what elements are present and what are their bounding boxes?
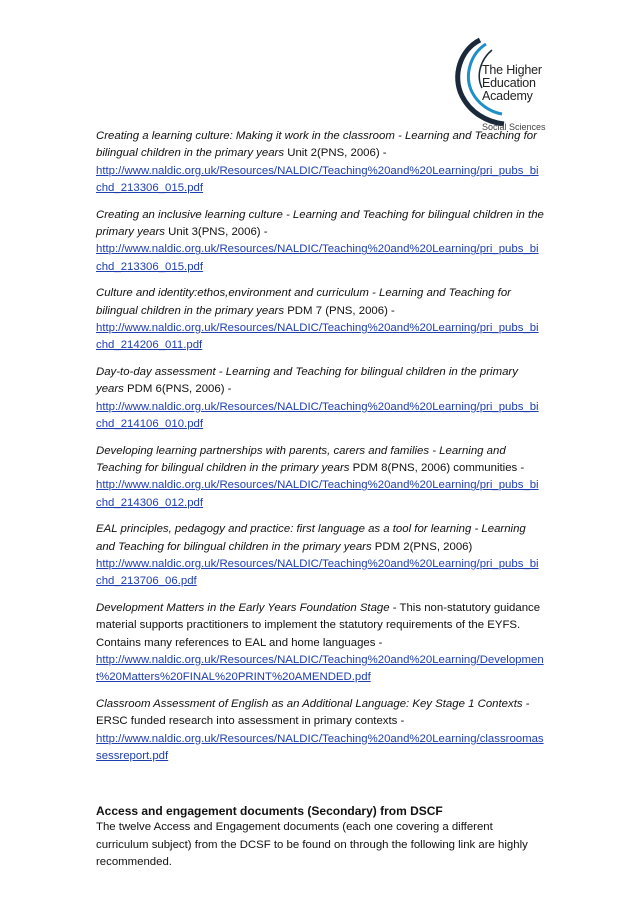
reference-meta: PDM 8(PNS, 2006) communities - (349, 461, 525, 474)
reference-entry (96, 443, 544, 513)
reference-title: Creating an inclusive learning culture - Learning and Teaching for bilingual children in the primary years (96, 208, 544, 239)
reference-title: Creating a learning culture: Making it work in the classroom - Learning and Teaching for bilingual children in the primary years (96, 130, 537, 160)
document-body (96, 128, 544, 872)
reference-entry (96, 364, 544, 434)
reference-link[interactable]: http://www.naldic.org.uk/Resources/NALDIC/Teaching%20and%20Learning/pri_pubs_bichd_213706_06.pdf (96, 557, 539, 588)
logo-line-1: The Higher (482, 63, 542, 77)
reference-entry (96, 285, 544, 355)
reference-meta: PDM 6(PNS, 2006) - (123, 383, 232, 396)
reference-entry (96, 600, 544, 687)
reference-link[interactable]: http://www.naldic.org.uk/Resources/NALDIC/Teaching%20and%20Learning/pri_pubs_bichd_214106_010.pdf (96, 400, 539, 431)
logo-line-2: Education (482, 76, 536, 90)
reference-link[interactable]: http://www.naldic.org.uk/Resources/NALDIC/Teaching%20and%20Learning/classroomassessreport.pdf (96, 732, 544, 762)
reference-title: EAL principles, pedagogy and practice: first language as a tool for learning - Learning and Teaching for bilingual children in the primary years (96, 523, 526, 553)
reference-title: Developing learning partnerships with parents, carers and families - Learning and Teaching for bilingual children in the primary years (96, 444, 506, 474)
section-heading: Access and engagement documents (Secondary) from DSCF (96, 804, 443, 819)
reference-entry (96, 207, 544, 277)
reference-meta: PDM 2(PNS, 2006) (371, 540, 473, 553)
reference-meta: - This non-statutory guidance material supports practitioners to implement the statutory requirements of the EYFS. Contains many references to EAL and home languages - (96, 601, 541, 649)
reference-entry (96, 696, 544, 766)
section-paragraph: The twelve Access and Engagement documents (each one covering a different curriculum subject) from the DCSF to be found on through the following link are highly recommended. (96, 821, 528, 869)
reference-entry (96, 521, 544, 591)
hea-logo (452, 34, 552, 134)
reference-title: Development Matters in the Early Years Foundation Stage (96, 601, 390, 614)
reference-meta: Unit 3(PNS, 2006) - (165, 226, 268, 239)
reference-link[interactable]: http://www.naldic.org.uk/Resources/NALDIC/Teaching%20and%20Learning/pri_pubs_bichd_214206_011.pdf (96, 322, 539, 352)
reference-link[interactable]: http://www.naldic.org.uk/Resources/NALDIC/Teaching%20and%20Learning/pri_pubs_bichd_214306_012.pdf (96, 479, 539, 509)
reference-link[interactable]: http://www.naldic.org.uk/Resources/NALDIC/Teaching%20and%20Learning/pri_pubs_bichd_213306_015.pdf (96, 164, 539, 195)
logo-subtitle: Social Sciences (482, 122, 546, 132)
reference-link[interactable]: http://www.naldic.org.uk/Resources/NALDIC/Teaching%20and%20Learning/Development%20Matters%20FINAL%20PRINT%20AMENDED.pdf (96, 653, 544, 684)
reference-title: Classroom Assessment of English as an Additional Language: Key Stage 1 Contexts (96, 697, 523, 710)
reference-title: Culture and identity:ethos,environment and curriculum - Learning and Teaching for bilingual children in the primary years (96, 287, 511, 317)
logo-line-3: Academy (482, 89, 533, 103)
reference-entry (96, 128, 544, 198)
reference-title: Day-to-day assessment - Learning and Teaching for bilingual children in the primary years (96, 365, 518, 396)
reference-link[interactable]: http://www.naldic.org.uk/Resources/NALDIC/Teaching%20and%20Learning/pri_pubs_bichd_213306_015.pdf (96, 243, 539, 273)
reference-meta: Unit 2(PNS, 2006) - (284, 147, 387, 160)
reference-meta: PDM 7 (PNS, 2006) - (284, 304, 395, 317)
reference-meta: - ERSC funded research into assessment in primary contexts - (96, 697, 530, 728)
